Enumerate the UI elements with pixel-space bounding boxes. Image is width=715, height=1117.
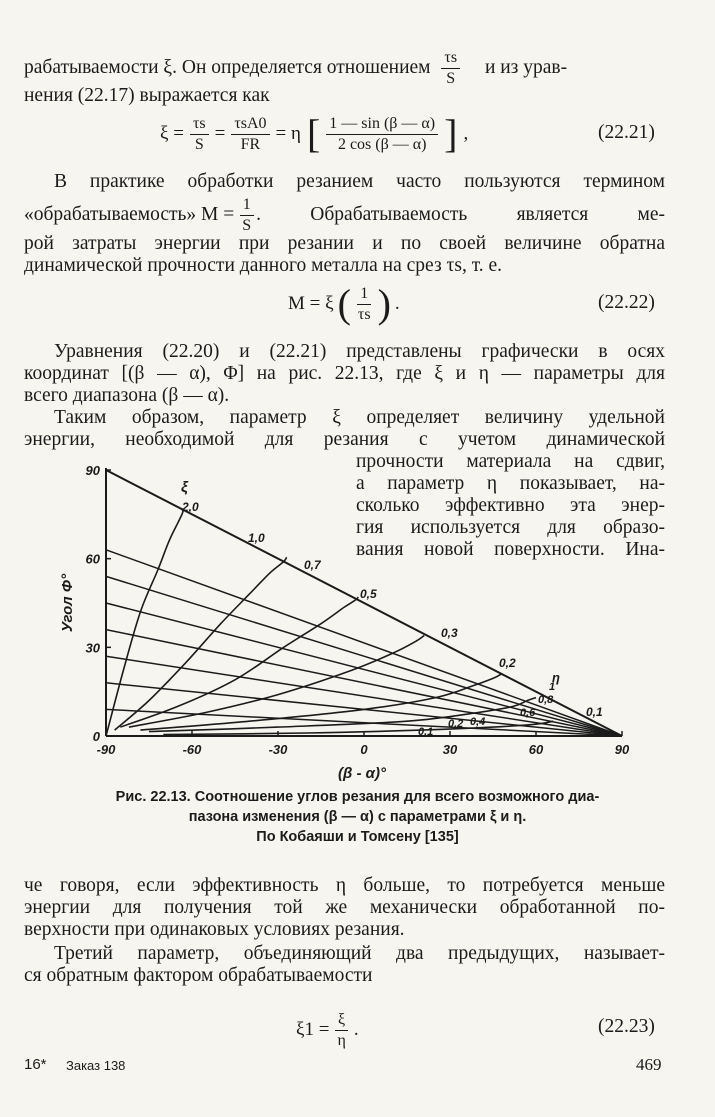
text-line: Уравнения (22.20) и (22.21) представлены графически в осях: [54, 341, 665, 362]
bracket-right: ]: [444, 111, 458, 156]
y-tick-label: 90: [85, 463, 100, 478]
text-line: че говоря, если эффективность η больше, то потребуется меньше: [24, 875, 665, 896]
eta-label: 1: [549, 681, 556, 693]
fraction-denominator: S: [446, 70, 456, 87]
text-line: Таким образом, параметр ξ определяет величину удельной: [54, 407, 665, 428]
text-line: В практике обработки резанием часто пользуются термином: [54, 171, 665, 192]
text-line: Третий параметр, объединяющий два предыдущих, называет-: [54, 943, 665, 964]
fraction-numerator: ξ: [335, 1010, 348, 1031]
xi-label: 1,0: [248, 531, 265, 545]
fraction-denominator: 2 cos (β — α): [337, 135, 427, 153]
equation-number: (22.23): [598, 1016, 655, 1037]
eta-label: 0,6: [520, 707, 536, 719]
equation-22-23: [296, 1004, 359, 1056]
fraction-numerator: τs: [441, 48, 460, 69]
equation-number: (22.22): [598, 292, 655, 313]
x-tick-label: -60: [182, 742, 202, 757]
fraction-denominator: S: [242, 216, 252, 234]
figure-caption-line: пазона изменения (β — α) с параметрами ξ и η.: [188, 809, 527, 825]
figure-caption-line: По Кобаяши и Томсену [135]: [256, 829, 459, 845]
eq-tail: .: [353, 1019, 359, 1040]
y-tick-label: 60: [85, 551, 100, 567]
text-line: гия используется для образо-: [356, 517, 665, 538]
text-line: динамической прочности данного металла на срез τs, т. е.: [24, 255, 503, 276]
signature-mark: 16*: [24, 1056, 47, 1073]
text-line: прочности материала на сдвиг,: [356, 451, 665, 472]
text-line: энергии для получения той же механически обработанной по-: [24, 897, 665, 918]
text-line: всего диапазона (β — α).: [24, 385, 230, 406]
eta-line: [106, 603, 622, 736]
x-tick-label: 90: [614, 742, 630, 757]
eta-label: 0,1: [418, 726, 434, 738]
xi-label: 0,5: [360, 587, 377, 601]
y-axis-label: Угол Φ°: [59, 573, 76, 633]
eq-lhs: ξ1 =: [296, 1019, 330, 1040]
eta-label: 0,8: [538, 694, 554, 706]
equation-number: (22.21): [598, 122, 655, 143]
figure-caption-line: Рис. 22.13. Соотношение углов резания для всего возможного диа-: [115, 789, 600, 805]
x-axis-label: (β - α)°: [338, 765, 386, 782]
print-order: Заказ 138: [66, 1058, 126, 1073]
y-tick-label: 0: [92, 729, 100, 744]
chart-labels: [59, 463, 630, 782]
xi-label: 0,1: [586, 705, 603, 719]
fraction-denominator: FR: [240, 135, 261, 153]
eta-label: 0,4: [470, 716, 486, 728]
xi-symbol: ξ: [181, 479, 188, 496]
eta-symbol: η: [552, 670, 560, 685]
xi-label: 0,3: [441, 626, 458, 640]
eta-line: [106, 630, 622, 736]
eq-tail: ,: [463, 123, 469, 144]
paren-right: ): [377, 281, 391, 326]
eq-tail: .: [394, 293, 400, 314]
text-line: верхности при одинаковых условиях резания.: [24, 919, 405, 940]
eq-sign: = η: [275, 123, 301, 144]
text-line: а параметр η показывает, на-: [356, 473, 665, 494]
text-line: ся обратным фактором обрабатываемости: [24, 965, 373, 986]
eta-line: [106, 550, 622, 736]
text-line: рой затраты энергии при резании и по своей величине обратна: [24, 233, 665, 254]
text-line: сколько эффективно эта энер-: [356, 495, 665, 516]
fraction-numerator: τsA0: [231, 114, 269, 135]
x-tick-label: -30: [268, 742, 288, 757]
xi-label: 0,2: [499, 656, 516, 670]
xi-label: 0,7: [304, 558, 321, 572]
page-number: 469: [636, 1055, 662, 1074]
fraction-denominator: η: [337, 1031, 346, 1049]
x-tick-label: 60: [528, 742, 544, 757]
x-tick-label: -90: [96, 742, 116, 757]
eq-sign: =: [214, 123, 226, 144]
text-line: нения (22.17) выражается как: [24, 85, 270, 106]
text-span: рабатываемости ξ. Он определяется отношением: [24, 56, 431, 78]
bracket-left: [: [306, 111, 321, 156]
fraction-denominator: τs: [357, 305, 371, 323]
eq-lhs: ξ =: [160, 123, 184, 144]
text-line: координат [(β — α), Φ] на рис. 22.13, где ξ и η — параметры для: [24, 363, 665, 384]
eq-lhs: M = ξ: [288, 293, 334, 314]
text-line: вания новой поверхности. Ина-: [356, 539, 665, 560]
y-tick-label: 30: [85, 640, 100, 656]
eq-fraction: [334, 1010, 348, 1051]
x-tick-label: 0: [360, 742, 368, 757]
fraction-numerator: 1: [357, 284, 371, 305]
text-line: энергии, необходимой для резания с учетом динамической: [24, 429, 665, 450]
fraction-denominator: S: [194, 135, 204, 153]
text-span: и из урав-: [484, 56, 568, 78]
fraction-numerator: 1: [240, 195, 254, 216]
fraction-numerator: 1 — sin (β — α): [326, 114, 438, 135]
text-span: «обрабатываемость» M =: [24, 204, 235, 225]
paren-left: (: [337, 281, 351, 326]
eta-label: 0,2: [448, 718, 464, 730]
x-tick-label: 30: [442, 742, 458, 757]
xi-curve: [106, 510, 183, 736]
xi-label: 2,0: [182, 500, 199, 514]
text-span: . Обрабатываемость является ме-: [256, 204, 665, 225]
fraction-numerator: τs: [190, 114, 209, 135]
